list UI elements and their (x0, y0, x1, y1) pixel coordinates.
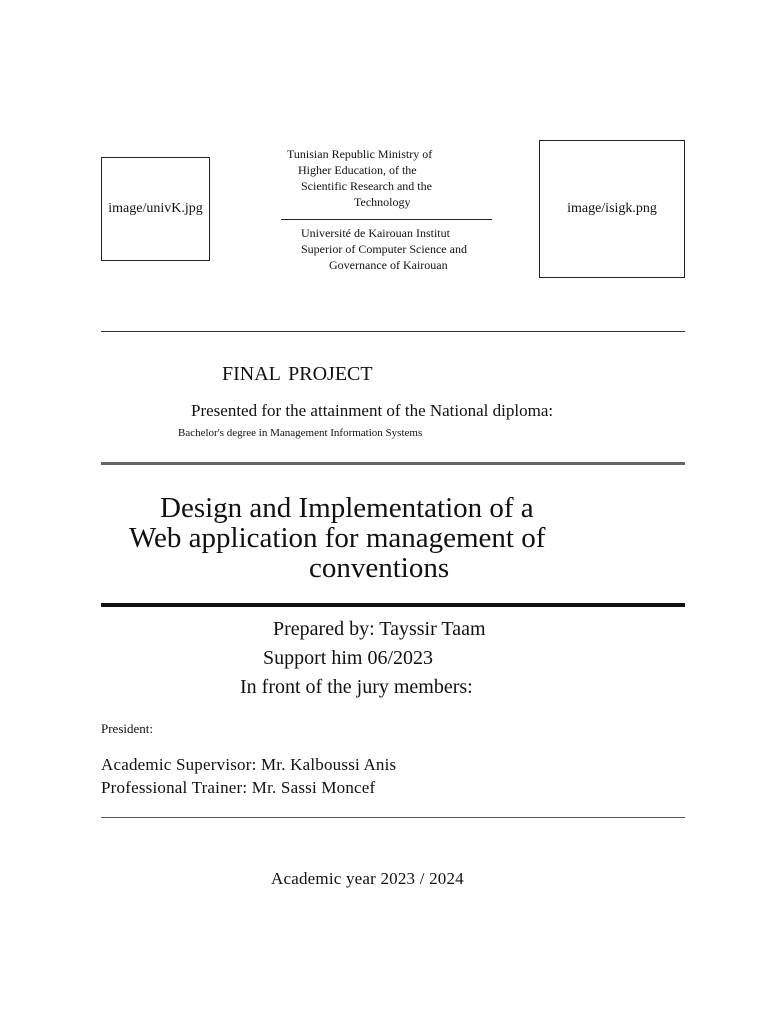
degree-text: Bachelor's degree in Management Information Systems (178, 427, 423, 439)
university-header (298, 225, 488, 273)
university-logo-placeholder (101, 157, 210, 261)
university-line: Université de Kairouan Institut (301, 226, 450, 240)
professional-trainer: Professional Trainer: Mr. Sassi Moncef (101, 778, 376, 797)
section-divider (101, 603, 685, 607)
presented-text: Presented for the attainment of the National diploma: (191, 401, 554, 420)
section-divider (101, 462, 685, 465)
academic-year: Academic year 2023 / 2024 (271, 869, 464, 888)
title-line: conventions (309, 552, 450, 584)
president-label: President: (101, 721, 153, 736)
academic-supervisor: Academic Supervisor: Mr. Kalboussi Anis (101, 755, 397, 774)
ministry-line: Technology (354, 195, 411, 209)
section-divider (101, 817, 685, 818)
project-title (101, 493, 685, 583)
header-divider (281, 219, 492, 220)
university-line: Superior of Computer Science and (301, 242, 467, 256)
project-label: FINAL PROJECT (222, 363, 373, 385)
ministry-line: Tunisian Republic Ministry of (287, 147, 433, 161)
jury-intro: In front of the jury members: (240, 676, 473, 698)
university-line: Governance of Kairouan (329, 258, 448, 272)
institute-logo-alt-text: image/isigk.png (567, 201, 657, 216)
title-line: Web application for management of (129, 522, 546, 554)
ministry-line: Higher Education, of the (298, 163, 417, 177)
section-divider (101, 331, 685, 332)
prepared-by: Prepared by: Tayssir Taam (273, 618, 486, 640)
university-logo-alt-text: image/univK.jpg (108, 201, 203, 216)
ministry-line: Scientific Research and the (301, 179, 432, 193)
institute-logo-placeholder (539, 140, 685, 278)
ministry-header (283, 146, 443, 210)
support-date: Support him 06/2023 (263, 647, 434, 669)
title-line: Design and Implementation of a (160, 492, 534, 524)
